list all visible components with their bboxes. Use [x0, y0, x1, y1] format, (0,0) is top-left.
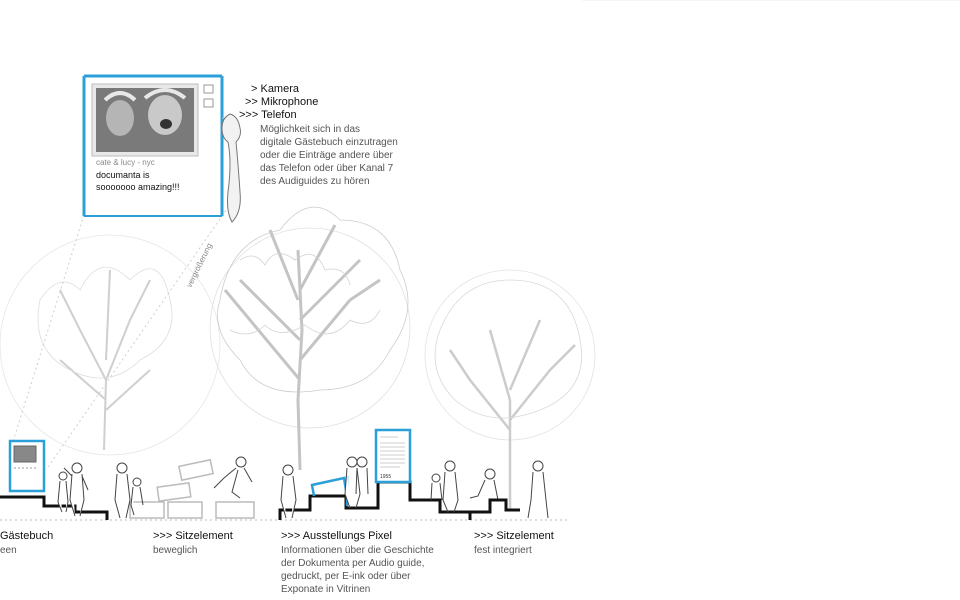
movable-seating — [115, 457, 254, 518]
option-telefon: >>> Telefon — [239, 109, 297, 121]
option-description-5: des Audiguides zu hören — [260, 176, 370, 187]
trees-background — [0, 207, 595, 510]
section-guestbook-line-1: een — [0, 545, 17, 556]
card-checkbox-2[interactable] — [204, 99, 213, 107]
section-movable-seat-title: >>> Sitzelement — [153, 530, 233, 542]
guestbook-card — [84, 76, 241, 222]
fixed-seating — [470, 500, 520, 520]
option-kamera: > Kamera — [251, 83, 299, 95]
card-checkbox-1[interactable] — [204, 85, 213, 93]
section-pixel-line-3: gedruckt, per E-ink oder über — [281, 571, 411, 582]
section-fixed-seat-line-1: fest integriert — [474, 545, 532, 556]
pixel-panel-year: 1955 — [380, 474, 392, 480]
tree-left — [0, 235, 220, 455]
section-pixel-line-1: Informationen über die Geschichte — [281, 545, 434, 556]
guestbook-message-line1: documanta is — [96, 170, 150, 180]
section-pixel-line-2: der Dokumenta per Audio guide, — [281, 558, 425, 569]
zoom-line-left — [12, 215, 84, 445]
option-mikrophone: >> Mikrophone — [245, 96, 319, 108]
guestbook-installation — [0, 441, 107, 520]
section-pixel-line-4: Exponate in Vitrinen — [281, 584, 371, 595]
tree-right — [425, 270, 595, 510]
exhibition-pixel-installation — [280, 430, 548, 520]
phone-handset-icon — [222, 114, 241, 222]
option-description-4: das Telefon oder über Kanal 7 — [260, 163, 394, 174]
zoom-label: vergrößerung — [184, 241, 214, 289]
zoom-line-right — [46, 190, 240, 470]
section-fixed-seat-title: >>> Sitzelement — [474, 530, 554, 542]
option-description-3: oder die Einträge andere über — [260, 150, 393, 161]
section-movable-seat-line-1: beweglich — [153, 545, 198, 556]
section-pixel-title: >>> Ausstellungs Pixel — [281, 530, 392, 542]
option-description-1: Möglichkeit sich in das — [260, 124, 361, 135]
option-description-2: digitale Gästebuch einzutragen — [260, 137, 398, 148]
section-guestbook-title: Gästebuch — [0, 530, 54, 542]
guestbook-author: cate & lucy - nyc — [96, 158, 155, 167]
guestbook-message-line2: sooooooo amazing!!! — [96, 182, 180, 192]
